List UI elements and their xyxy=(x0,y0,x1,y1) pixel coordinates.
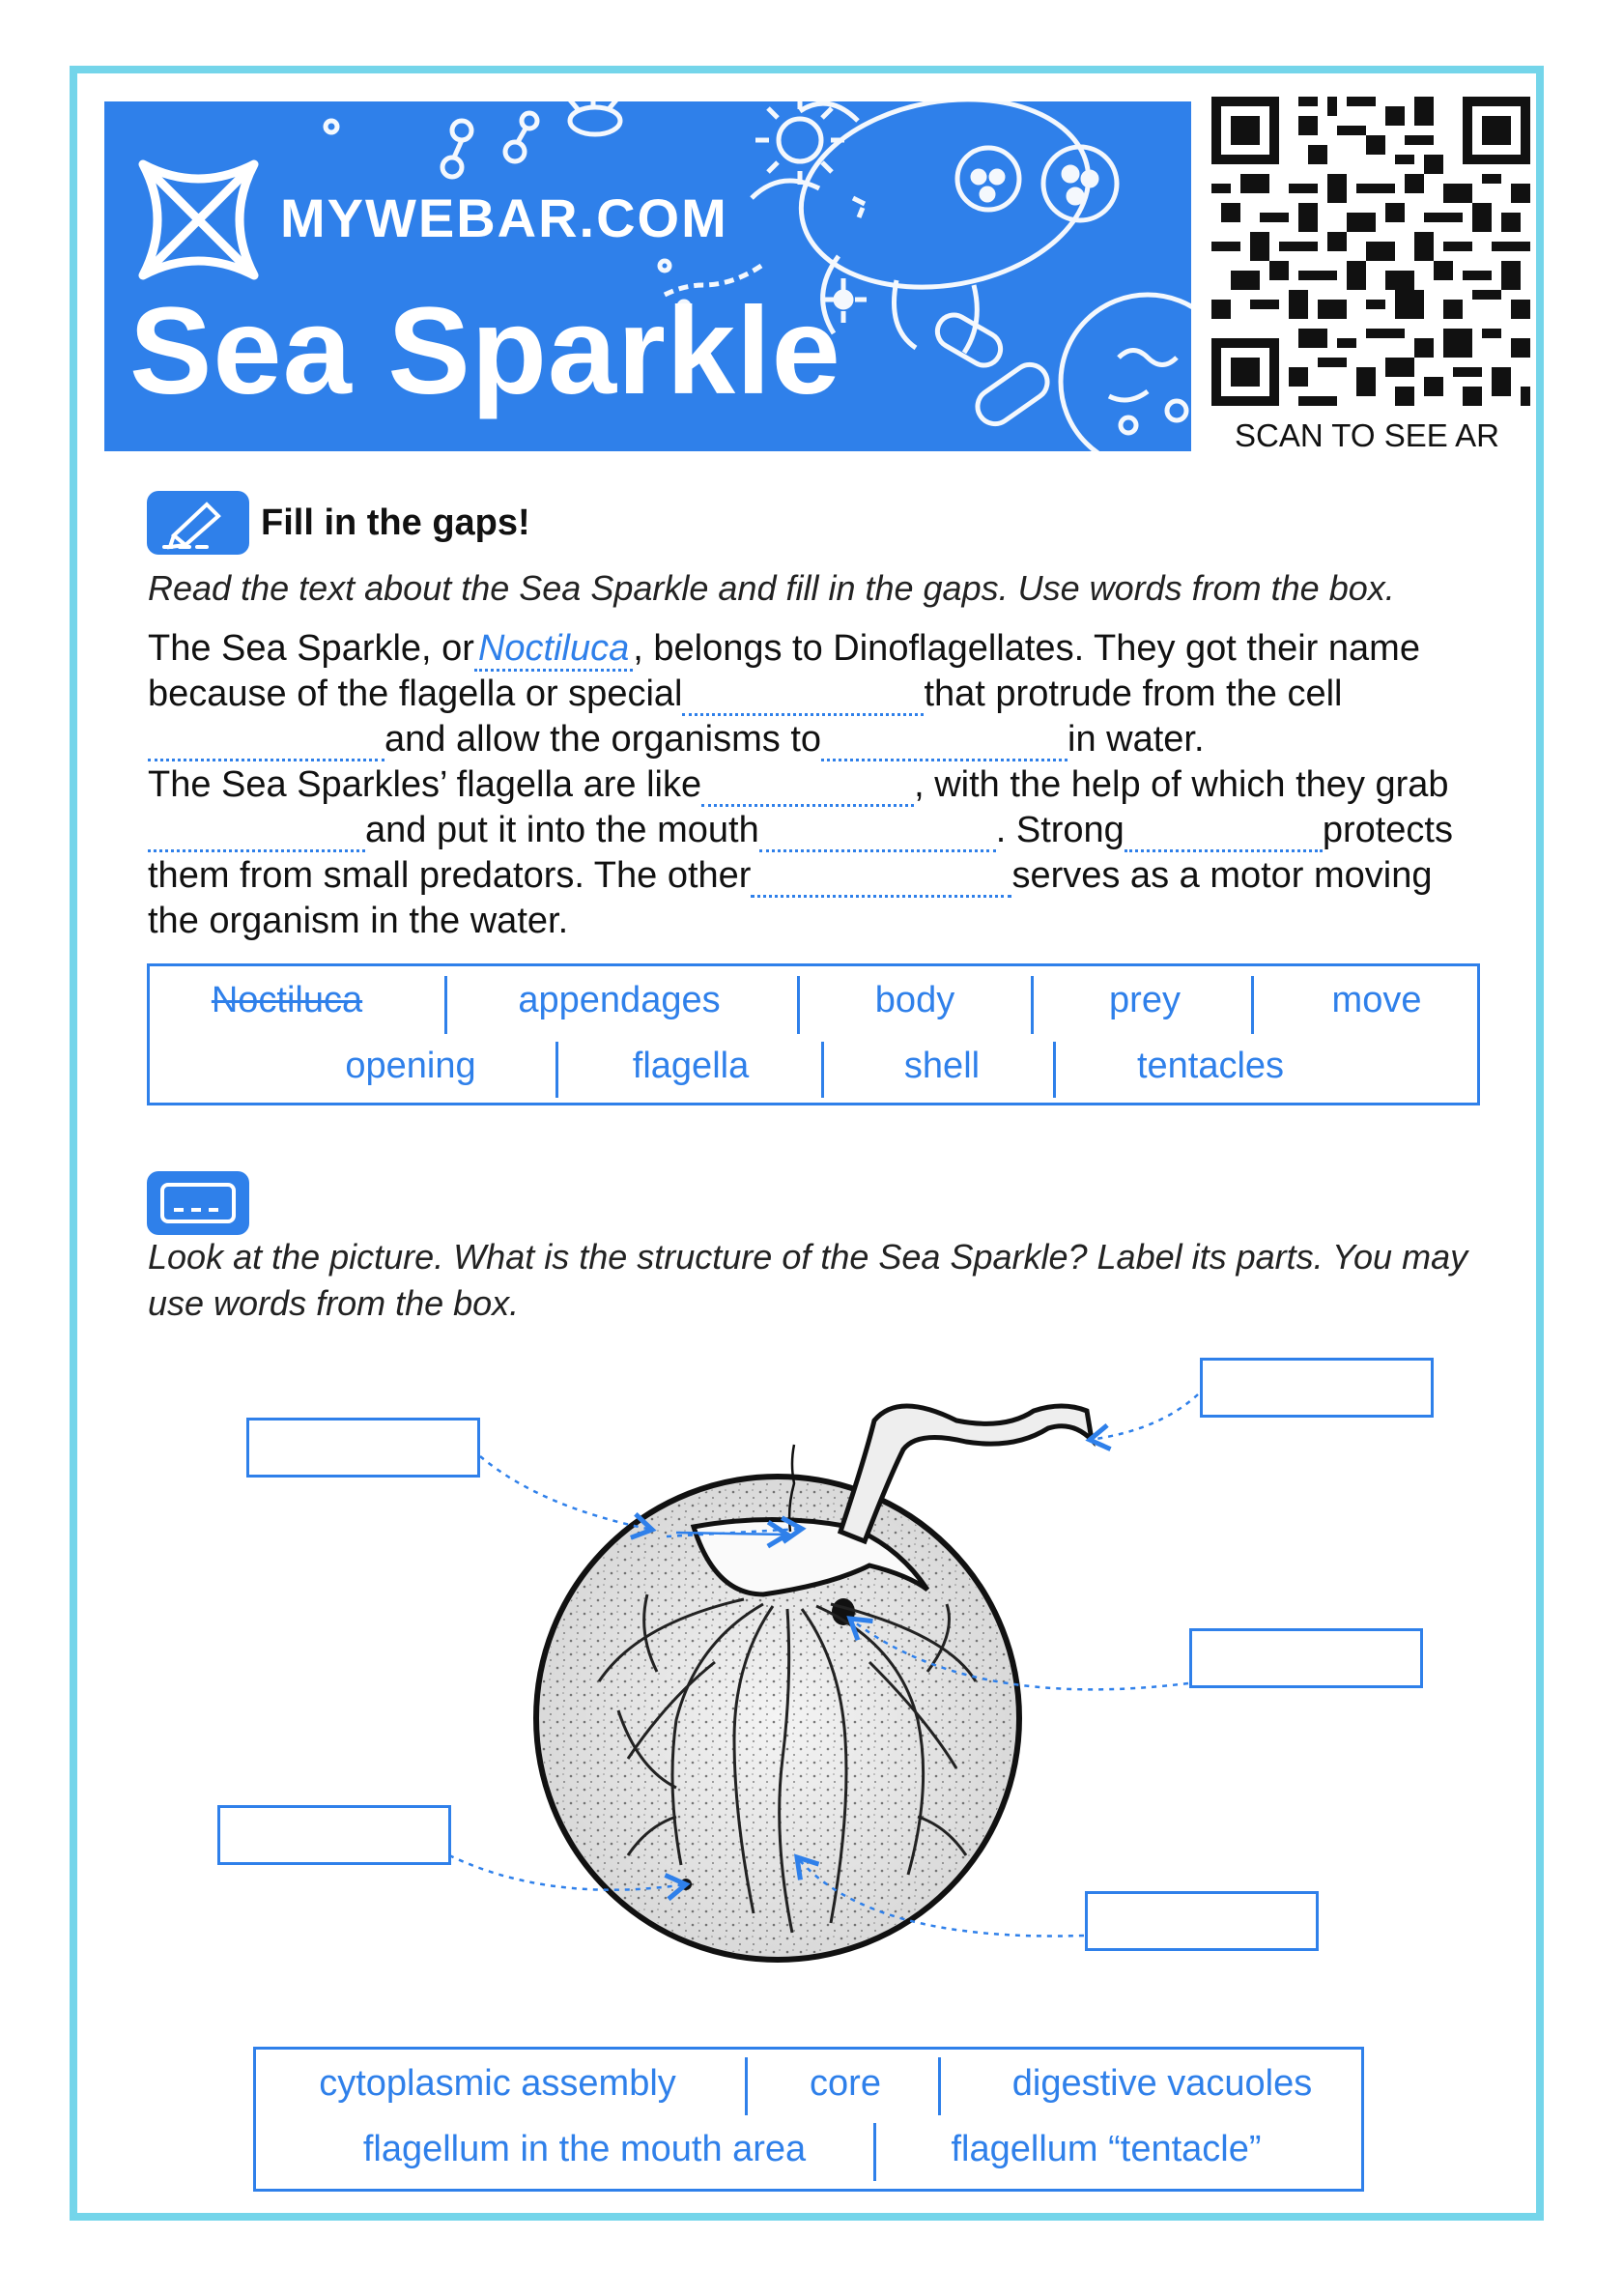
word-option: body xyxy=(874,980,955,1020)
separator xyxy=(873,2123,876,2181)
word-option: cytoplasmic assembly xyxy=(319,2063,676,2104)
separator xyxy=(745,2057,748,2115)
label-field-vacuoles[interactable] xyxy=(217,1805,451,1865)
text-fragment: The Sea Sparkles’ flagella are like xyxy=(148,764,702,805)
separator xyxy=(938,2057,941,2115)
word-option-used: Noctiluca xyxy=(211,980,363,1020)
label-field-tentacle[interactable] xyxy=(1200,1358,1434,1418)
word-option: core xyxy=(810,2063,881,2104)
fill-gaps-instruction: Read the text about the Sea Sparkle and fill in the gaps. Use words from the box. xyxy=(148,568,1395,608)
text-fragment: serves as a motor moving xyxy=(1011,855,1433,896)
text-fragment: The Sea Sparkle, or xyxy=(148,628,474,669)
answer-example: Noctiluca xyxy=(474,628,633,672)
word-option: digestive vacuoles xyxy=(1011,2063,1313,2104)
text-fragment: , belongs to Dinoflagellates. They got their name xyxy=(633,628,1420,669)
word-option: flagellum “tentacle” xyxy=(951,2129,1262,2169)
word-option: shell xyxy=(903,1046,981,1086)
word-option: flagellum in the mouth area xyxy=(362,2129,807,2169)
text-fragment: them from small predators. The other xyxy=(148,855,752,896)
text-fragment: and put it into the mouth xyxy=(365,810,759,850)
scan-label: SCAN TO SEE AR xyxy=(1235,417,1499,453)
word-option: opening xyxy=(345,1046,476,1086)
word-box-structure xyxy=(253,2047,1364,2192)
text-fragment: . Strong xyxy=(995,810,1125,850)
text-fragment: that protrude from the cell xyxy=(924,674,1343,714)
brand-name: MYWEBAR.COM xyxy=(280,187,728,248)
word-option: flagella xyxy=(632,1046,750,1086)
text-line-7: the organism in the water. xyxy=(148,901,569,941)
text-fragment: and allow the organisms to xyxy=(384,719,822,760)
label-field-mouth-flagellum[interactable] xyxy=(246,1418,480,1478)
text-fragment: , with the help of which they grab xyxy=(914,764,1449,805)
text-fragment: in water. xyxy=(1068,719,1205,760)
word-option: appendages xyxy=(518,980,721,1020)
label-field-core[interactable] xyxy=(1189,1628,1423,1688)
text-fragment: because of the flagella or special xyxy=(148,674,683,714)
page-title: Sea Sparkle xyxy=(129,282,841,420)
word-option: tentacles xyxy=(1136,1046,1285,1086)
label-parts-instruction: Look at the picture. What is the structure of the Sea Sparkle? Label its parts. You may use words from the box. xyxy=(148,1237,1468,1323)
section-heading: Fill in the gaps! xyxy=(261,502,530,543)
word-option: prey xyxy=(1109,980,1181,1020)
text-fragment: protects xyxy=(1322,810,1453,850)
word-option: move xyxy=(1331,980,1422,1020)
label-field-cytoplasm[interactable] xyxy=(1085,1891,1319,1951)
